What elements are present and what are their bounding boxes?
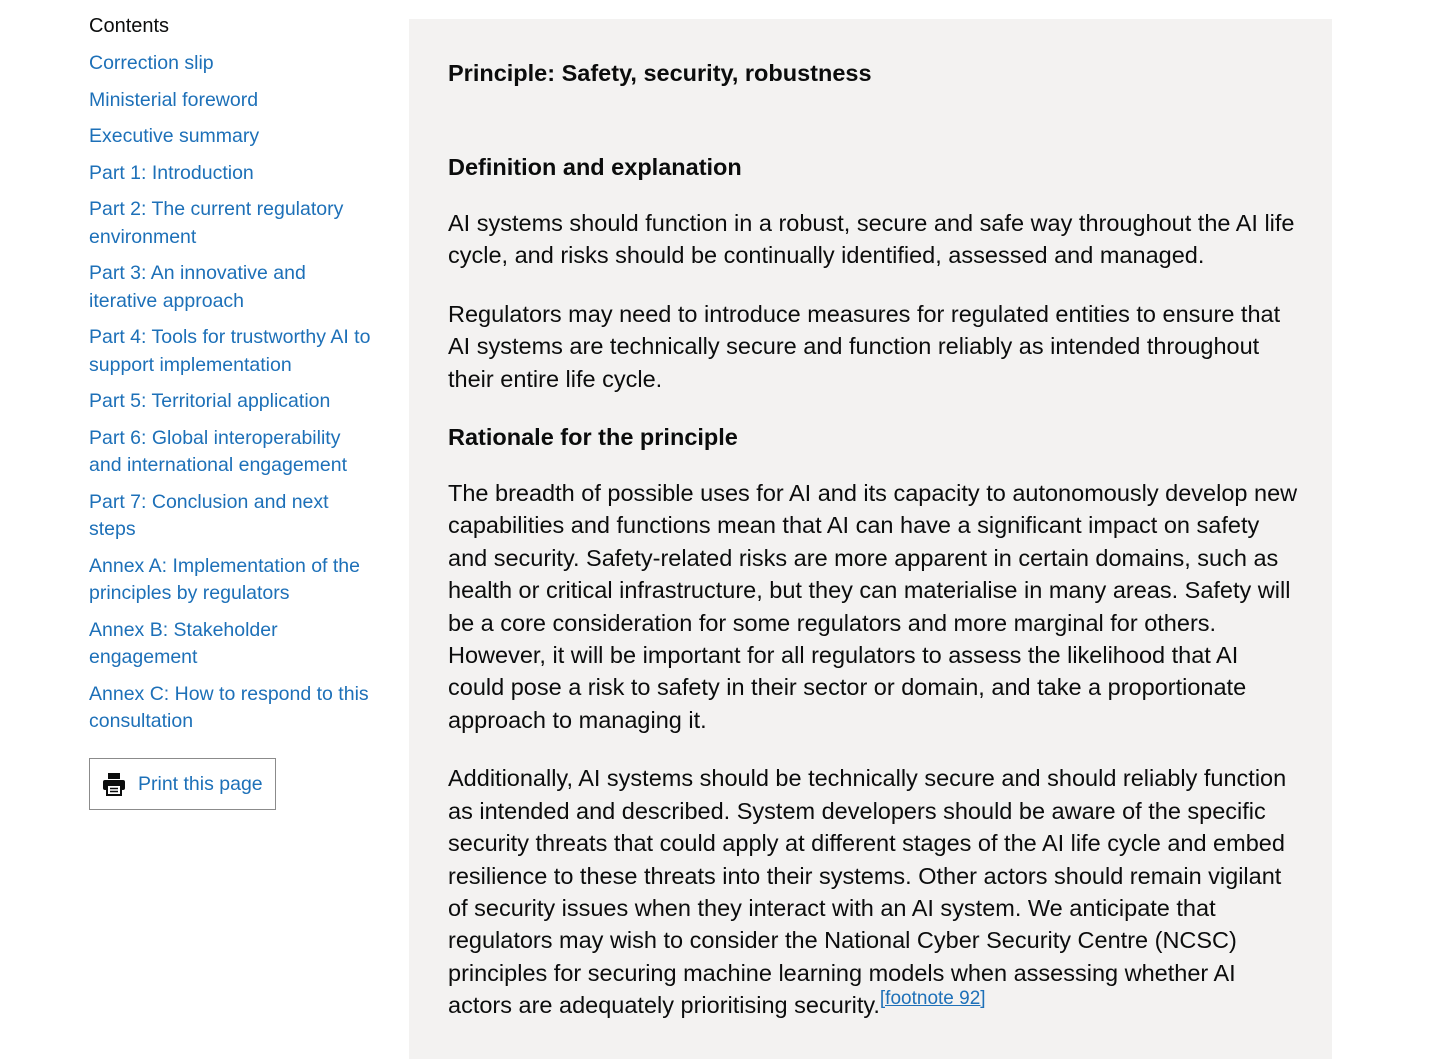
contents-list bbox=[89, 50, 389, 736]
toc-link-part-1[interactable]: Part 1: Introduction bbox=[89, 161, 254, 184]
list-item bbox=[89, 87, 389, 115]
print-page-button[interactable] bbox=[89, 758, 276, 810]
rationale-paragraph-1: The breadth of possible uses for AI and its capacity to autonomously develop new capabilities and functions mean that AI can have a significant impact on safety and security. Safety-related risks are more apparent in certain domains, such as health or critical infrastructure, but they can materialise in many areas. Safety will be a core consideration for some regulators and more marginal for others. However, it will be important for all regulators to assess the likelihood that AI could pose a risk to safety in their sector or domain, and take a proportionate approach to managing it. bbox=[448, 480, 1298, 733]
toc-link-annex-b[interactable]: Annex B: Stakeholder engagement bbox=[89, 618, 278, 668]
principle-title: Principle: Safety, security, robustness bbox=[448, 60, 872, 86]
footnote-link[interactable]: [footnote 92] bbox=[879, 988, 986, 1010]
definition-paragraph-2: Regulators may need to introduce measures for regulated entities to ensure that AI systems are technically secure and function reliably as intended throughout their entire life cycle. bbox=[448, 300, 1281, 392]
contents-sidebar bbox=[89, 12, 389, 745]
list-item bbox=[89, 388, 389, 416]
toc-link-part-6[interactable]: Part 6: Global interoperability and international engagement bbox=[89, 426, 348, 476]
list-item bbox=[89, 324, 389, 379]
toc-link-correction-slip[interactable]: Correction slip bbox=[89, 52, 214, 74]
definition-heading: Definition and explanation bbox=[448, 154, 742, 180]
principle-panel bbox=[409, 19, 1332, 1059]
rationale-heading: Rationale for the principle bbox=[448, 424, 738, 451]
toc-link-annex-c[interactable]: Annex C: How to respond to this consultation bbox=[89, 682, 369, 732]
list-item bbox=[89, 425, 389, 480]
toc-link-executive-summary[interactable]: Executive summary bbox=[89, 125, 260, 147]
list-item bbox=[89, 196, 389, 251]
printer-icon bbox=[102, 772, 126, 796]
principle-content bbox=[448, 57, 1298, 1048]
list-item bbox=[89, 617, 389, 672]
list-item bbox=[89, 260, 389, 315]
print-page-label: Print this page bbox=[138, 772, 263, 795]
list-item bbox=[89, 123, 389, 151]
toc-link-part-2[interactable]: Part 2: The current regulatory environment bbox=[89, 198, 344, 248]
contents-title: Contents bbox=[89, 15, 170, 37]
toc-link-part-5[interactable]: Part 5: Territorial application bbox=[89, 390, 331, 412]
list-item bbox=[89, 489, 389, 544]
list-item bbox=[89, 50, 389, 78]
list-item bbox=[89, 160, 389, 188]
definition-paragraph-1: AI systems should function in a robust, secure and safe way throughout the AI life cycle, and risks should be continually identified, assessed and managed. bbox=[448, 210, 1295, 269]
list-item bbox=[89, 681, 389, 736]
toc-link-annex-a[interactable]: Annex A: Implementation of the principles by regulators bbox=[89, 554, 361, 604]
toc-link-part-4[interactable]: Part 4: Tools for trustworthy AI to support implementation bbox=[89, 326, 371, 376]
list-item bbox=[89, 553, 389, 608]
toc-link-part-7[interactable]: Part 7: Conclusion and next steps bbox=[89, 490, 329, 540]
toc-link-part-3[interactable]: Part 3: An innovative and iterative approach bbox=[89, 262, 306, 312]
rationale-paragraph-2-text: Additionally, AI systems should be technically secure and should reliably function as intended and described. System developers should be aware of the specific security threats that could apply at different stages of the AI life cycle and embed resilience to these threats into their systems. Other actors should remain vigilant of security issues when they interact with an AI system. We anticipate that regulators may wish to consider the National Cyber Security Centre (NCSC) principles for securing machine learning models when assessing whether AI actors are adequately prioritising security. bbox=[448, 765, 1287, 1019]
toc-link-ministerial-foreword[interactable]: Ministerial foreword bbox=[89, 88, 259, 111]
rationale-paragraph-2 bbox=[448, 762, 1298, 1021]
